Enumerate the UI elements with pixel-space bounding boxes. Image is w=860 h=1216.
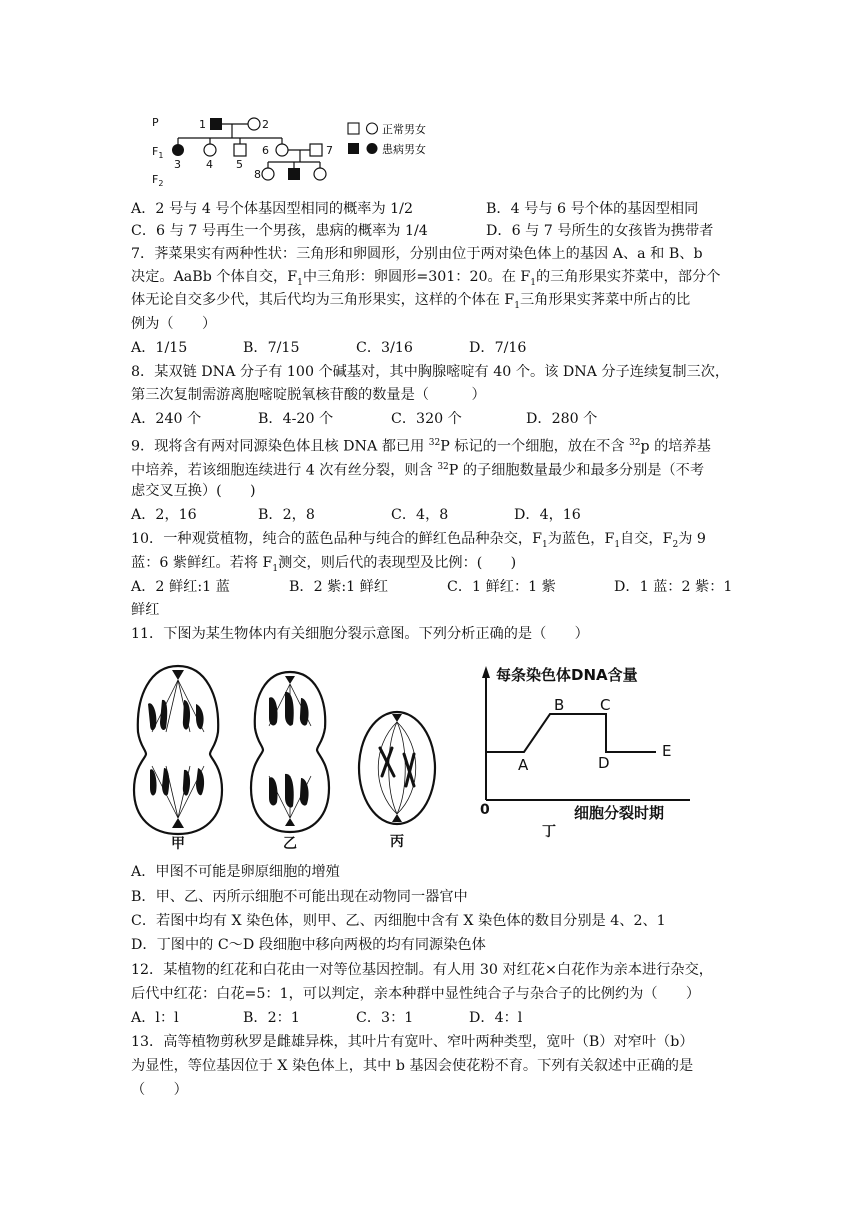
- q11-option-c: C．若图中均有 X 染色体，则甲、乙、丙细胞中含有 X 染色体的数目分别是 4、2、1: [131, 913, 666, 929]
- legend-affected-female-symbol: [367, 143, 378, 154]
- q9-option-d: D．4，16: [514, 507, 581, 523]
- q11-option-b: B．甲、乙、丙所示细胞不可能出现在动物同一器官中: [131, 889, 468, 905]
- individual-8-normal-female: [262, 168, 274, 180]
- q6-option-d: D．6 与 7 号所生的女孩皆为携带者: [486, 223, 714, 239]
- q13-line-2: 为显性，等位基因位于 X 染色体上，其中 b 基因会使花粉不育。下列有关叙述中正确的是: [131, 1058, 694, 1074]
- q7-line-1: 7．荠菜果实有两种性状：三角形和卵圆形，分别由位于两对染色体上的基因 A、a 和 B、b: [131, 246, 703, 262]
- q10-option-b: B．2 紫:1 鲜红: [289, 579, 389, 595]
- q8-option-a: A．240 个: [131, 411, 202, 427]
- q6-option-a: A．2 号与 4 号个体基因型相同的概率为 1/2: [131, 201, 413, 217]
- q7-line-4: 例为（ ）: [131, 316, 217, 332]
- q10-line-2: 蓝：6 紫鲜红。若将 $F_1$测交，则后代的表现型及比例：( ): [131, 555, 517, 574]
- q11-option-a: A．甲图不可能是卵原细胞的增殖: [131, 864, 340, 880]
- label-4: 4: [206, 158, 213, 171]
- q7-option-a: A．1/15: [131, 340, 188, 356]
- q8-line-1: 8．某双链 DNA 分子有 100 个碱基对，其中胸腺嘧啶有 40 个。该 DNA 分子连续复制三次，: [131, 364, 730, 380]
- cell-diagram-bing: [352, 706, 442, 852]
- individual-3-affected-female: [172, 144, 184, 156]
- q12-option-d: D．4：l: [469, 1010, 523, 1026]
- individual-f2-affected-male: [288, 168, 300, 180]
- label-2: 2: [262, 118, 269, 131]
- q9-option-a: A．2，16: [131, 507, 197, 523]
- cell-label-bing: 丙: [390, 834, 404, 850]
- individual-2-normal-female: [248, 118, 260, 130]
- graph-point-c: C: [600, 696, 611, 714]
- q12-option-c: C．3：1: [356, 1010, 414, 1026]
- label-6: 6: [262, 144, 269, 157]
- individual-1-affected-male: [210, 118, 222, 130]
- q6-option-b: B．4 号与 6 号个体的基因型相同: [486, 201, 699, 217]
- q11-line-1: 11．下图为某生物体内有关细胞分裂示意图。下列分析正确的是（ ）: [131, 626, 589, 642]
- q9-line-1: 9．现将含有两对同源染色体且核 DNA 都已用 $^{32}$P 标记的一个细胞，放在不含 $^{32}$p 的培养基: [131, 438, 711, 455]
- q7-line-2: 决定。AaBb 个体自交，$F_1$中三角形：卵圆形=301：20。在 $F_1$的三角形果实芥菜中，部分个: [131, 269, 721, 288]
- q9-line-2: 中培养，若该细胞连续进行 4 次有丝分裂，则含 $^{32}$P 的子细胞数量最少和最多分别是（不考: [131, 462, 705, 479]
- q12-line-1: 12．某植物的红花和白花由一对等位基因控制。有人用 30 对红花×白花作为亲本进行杂交，: [131, 962, 713, 978]
- q10-line-1: 10．一种观赏植物，纯合的蓝色品种与纯合的鲜红色品种杂交，$F_1$为蓝色，$F_1$自交，$F_2$为 9: [131, 531, 706, 550]
- gen-label-f1: $F_1$: [152, 145, 164, 160]
- gen-label-f2: $F_2$: [152, 173, 164, 188]
- graph-label-ding: 丁: [542, 824, 556, 840]
- label-8: 8: [254, 168, 261, 181]
- q8-option-d: D．280 个: [526, 411, 598, 427]
- gen-label-p: P: [152, 116, 159, 129]
- q12-option-b: B．2：1: [243, 1010, 300, 1026]
- q12-option-a: A．l：l: [131, 1010, 179, 1026]
- graph-x-axis-label: 细胞分裂时期: [574, 804, 665, 822]
- q7-option-c: C．3/16: [356, 340, 413, 356]
- q13-line-1: 13．高等植物剪秋罗是雌雄异株，其叶片有宽叶、窄叶两种类型，宽叶（B）对窄叶（b）: [131, 1034, 694, 1050]
- q9-option-c: C．4，8: [391, 507, 449, 523]
- q12-line-2: 后代中红花：白花=5：1，可以判定，亲本种群中显性纯合子与杂合子的比例约为（ ）: [131, 986, 701, 1002]
- q10-option-a: A．2 鲜红:1 蓝: [131, 579, 230, 595]
- individual-f2-normal-female: [314, 168, 326, 180]
- dna-content-graph-ding: [470, 660, 700, 850]
- q13-line-3: （ ）: [131, 1082, 188, 1098]
- q9-line-3: 虑交叉互换）( ): [131, 483, 256, 499]
- label-5: 5: [236, 158, 243, 171]
- graph-y-axis-label: 每条染色体DNA含量: [496, 666, 638, 684]
- q11-option-d: D．丁图中的 C～D 段细胞中移向两极的均有同源染色体: [131, 937, 486, 953]
- q9-option-b: B．2，8: [258, 507, 315, 523]
- q8-option-c: C．320 个: [391, 411, 462, 427]
- label-1: 1: [199, 118, 206, 131]
- q10-option-c: C．1 鲜红：1 紫: [447, 579, 556, 595]
- legend-normal-label: 正常男女: [382, 123, 426, 136]
- q8-option-b: B．4-20 个: [258, 411, 334, 427]
- individual-6-normal-female: [276, 144, 288, 156]
- legend-affected-male-symbol: [348, 143, 359, 154]
- graph-point-d: D: [598, 754, 610, 772]
- graph-point-a: A: [518, 756, 529, 774]
- graph-point-b: B: [554, 696, 565, 714]
- label-3: 3: [174, 158, 181, 171]
- cell-diagram-yi: [245, 668, 335, 852]
- q10-option-d: D．1 蓝：2 紫：1: [614, 579, 733, 595]
- individual-7-normal-male: [310, 144, 322, 156]
- graph-origin: 0: [480, 802, 490, 818]
- legend-normal-male-symbol: [348, 123, 359, 134]
- label-7: 7: [326, 144, 333, 157]
- pedigree-chart: [150, 110, 450, 188]
- q7-line-3: 体无论自交多少代，其后代均为三角形果实，这样的个体在 $F_1$三角形果实荠菜中所占的比: [131, 292, 691, 311]
- q10-option-d-continued: 鲜红: [131, 602, 160, 618]
- graph-point-e: E: [662, 742, 672, 760]
- q6-option-c: C．6 与 7 号再生一个男孩，患病的概率为 1/4: [131, 223, 428, 239]
- cell-label-yi: 乙: [283, 836, 297, 852]
- individual-4-normal-female: [204, 144, 216, 156]
- cell-diagram-jia: [128, 662, 228, 852]
- legend-normal-female-symbol: [367, 123, 378, 134]
- q8-line-2: 第三次复制需游离胞嘧啶脱氧核苷酸的数量是（ ）: [131, 387, 486, 403]
- legend-affected-label: 患病男女: [382, 143, 426, 156]
- cell-label-jia: 甲: [171, 836, 185, 852]
- q7-option-b: B．7/15: [243, 340, 300, 356]
- individual-5-normal-male: [234, 144, 246, 156]
- q7-option-d: D．7/16: [469, 340, 527, 356]
